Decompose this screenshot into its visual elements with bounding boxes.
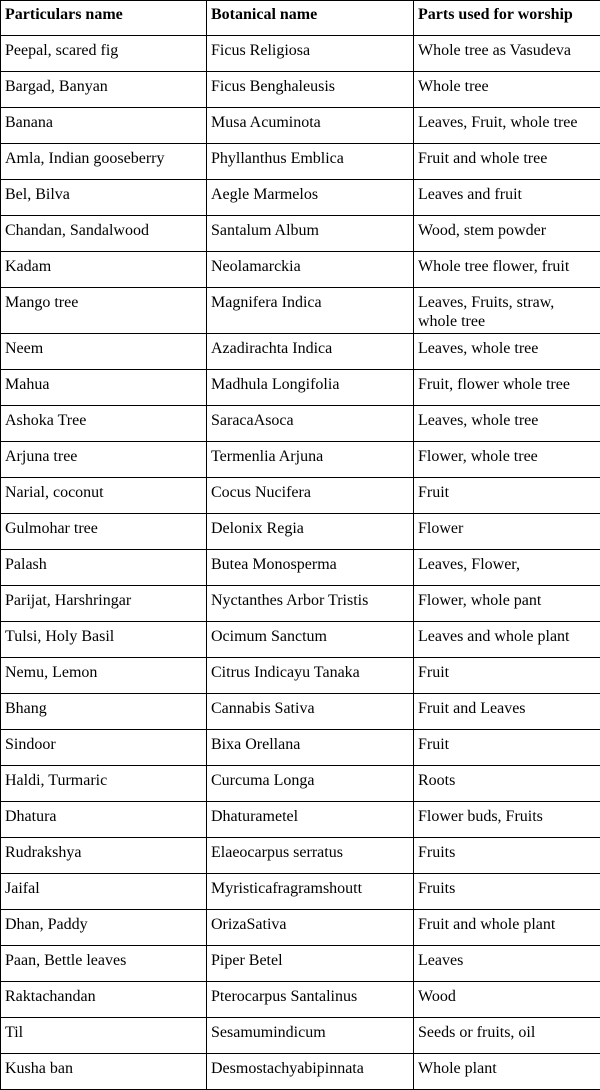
cell-botanical-name: Cannabis Sativa [207,694,414,730]
cell-parts-used: Seeds or fruits, oil [414,1018,600,1054]
cell-botanical-name: Azadirachta Indica [207,334,414,370]
cell-parts-used: Leaves, Flower, [414,550,600,586]
cell-parts-used: Fruit, flower whole tree [414,370,600,406]
cell-parts-used: Fruit and whole plant [414,910,600,946]
cell-botanical-name: Aegle Marmelos [207,180,414,216]
cell-particulars-name: Parijat, Harshringar [1,586,207,622]
cell-parts-used: Whole tree flower, fruit [414,252,600,288]
cell-particulars-name: Bargad, Banyan [1,72,207,108]
cell-botanical-name: Citrus Indicayu Tanaka [207,658,414,694]
cell-parts-used: Fruits [414,838,600,874]
cell-parts-used: Whole tree [414,72,600,108]
cell-particulars-name: Chandan, Sandalwood [1,216,207,252]
cell-parts-used: Wood, stem powder [414,216,600,252]
cell-particulars-name: Mango tree [1,288,207,334]
cell-parts-used: Whole tree as Vasudeva [414,36,600,72]
cell-particulars-name: Sindoor [1,730,207,766]
cell-botanical-name: Bixa Orellana [207,730,414,766]
cell-particulars-name: Mahua [1,370,207,406]
cell-parts-used: Fruit and whole tree [414,144,600,180]
cell-parts-used: Leaves and whole plant [414,622,600,658]
cell-particulars-name: Haldi, Turmaric [1,766,207,802]
table-row [1,802,600,838]
table-row [1,180,600,216]
table-row [1,144,600,180]
table-row [1,586,600,622]
table-row [1,216,600,252]
cell-botanical-name: Ocimum Sanctum [207,622,414,658]
table-row [1,946,600,982]
cell-botanical-name: Ficus Religiosa [207,36,414,72]
table-row [1,370,600,406]
cell-particulars-name: Gulmohar tree [1,514,207,550]
table-row [1,658,600,694]
cell-particulars-name: Tulsi, Holy Basil [1,622,207,658]
table-row [1,36,600,72]
cell-particulars-name: Paan, Bettle leaves [1,946,207,982]
header-particulars-name: Particulars name [1,1,207,36]
cell-parts-used: Whole plant [414,1054,600,1090]
cell-botanical-name: Magnifera Indica [207,288,414,334]
table-row [1,874,600,910]
table-row [1,442,600,478]
header-parts-used: Parts used for worship [414,1,600,36]
cell-particulars-name: Rudrakshya [1,838,207,874]
table-row [1,288,600,334]
cell-parts-used: Flower [414,514,600,550]
cell-botanical-name: SaracaAsoca [207,406,414,442]
cell-parts-used: Leaves, Fruits, straw, whole tree [414,288,600,334]
table-row [1,622,600,658]
table-row [1,108,600,144]
cell-particulars-name: Dhan, Paddy [1,910,207,946]
table-row [1,252,600,288]
cell-particulars-name: Palash [1,550,207,586]
cell-botanical-name: Musa Acuminota [207,108,414,144]
table-row [1,334,600,370]
cell-parts-used: Fruit and Leaves [414,694,600,730]
table-row [1,730,600,766]
cell-particulars-name: Kusha ban [1,1054,207,1090]
cell-botanical-name: Desmostachyabipinnata [207,1054,414,1090]
cell-botanical-name: Butea Monosperma [207,550,414,586]
header-botanical-name: Botanical name [207,1,414,36]
cell-botanical-name: Cocus Nucifera [207,478,414,514]
cell-particulars-name: Bhang [1,694,207,730]
table-row [1,838,600,874]
cell-parts-used: Wood [414,982,600,1018]
cell-botanical-name: Curcuma Longa [207,766,414,802]
cell-botanical-name: Santalum Album [207,216,414,252]
cell-botanical-name: Nyctanthes Arbor Tristis [207,586,414,622]
cell-parts-used: Leaves, whole tree [414,334,600,370]
cell-botanical-name: Delonix Regia [207,514,414,550]
cell-parts-used: Roots [414,766,600,802]
cell-particulars-name: Peepal, scared fig [1,36,207,72]
cell-botanical-name: Ficus Benghaleusis [207,72,414,108]
cell-botanical-name: Madhula Longifolia [207,370,414,406]
cell-particulars-name: Banana [1,108,207,144]
cell-particulars-name: Jaifal [1,874,207,910]
cell-particulars-name: Arjuna tree [1,442,207,478]
cell-botanical-name: Pterocarpus Santalinus [207,982,414,1018]
table-row [1,910,600,946]
table-row [1,982,600,1018]
table-row [1,406,600,442]
cell-particulars-name: Narial, coconut [1,478,207,514]
cell-parts-used: Fruits [414,874,600,910]
cell-particulars-name: Nemu, Lemon [1,658,207,694]
cell-parts-used: Leaves, Fruit, whole tree [414,108,600,144]
cell-particulars-name: Amla, Indian gooseberry [1,144,207,180]
table-row [1,694,600,730]
cell-particulars-name: Ashoka Tree [1,406,207,442]
cell-botanical-name: Phyllanthus Emblica [207,144,414,180]
cell-parts-used: Leaves, whole tree [414,406,600,442]
cell-botanical-name: Sesamumindicum [207,1018,414,1054]
table-row [1,550,600,586]
header-row [1,1,600,36]
cell-parts-used: Flower, whole tree [414,442,600,478]
cell-particulars-name: Kadam [1,252,207,288]
cell-parts-used: Flower, whole pant [414,586,600,622]
cell-particulars-name: Dhatura [1,802,207,838]
table-row [1,1018,600,1054]
cell-particulars-name: Raktachandan [1,982,207,1018]
table-row [1,514,600,550]
table-row [1,478,600,514]
cell-particulars-name: Til [1,1018,207,1054]
cell-botanical-name: OrizaSativa [207,910,414,946]
cell-parts-used: Fruit [414,658,600,694]
cell-botanical-name: Myristicafragramshoutt [207,874,414,910]
cell-parts-used: Fruit [414,478,600,514]
cell-botanical-name: Termenlia Arjuna [207,442,414,478]
cell-parts-used: Leaves and fruit [414,180,600,216]
cell-botanical-name: Neolamarckia [207,252,414,288]
table-row [1,72,600,108]
cell-botanical-name: Piper Betel [207,946,414,982]
table-row [1,766,600,802]
cell-botanical-name: Dhaturametel [207,802,414,838]
cell-parts-used: Leaves [414,946,600,982]
cell-particulars-name: Bel, Bilva [1,180,207,216]
table-row [1,1054,600,1090]
cell-botanical-name: Elaeocarpus serratus [207,838,414,874]
cell-parts-used: Flower buds, Fruits [414,802,600,838]
cell-particulars-name: Neem [1,334,207,370]
cell-parts-used: Fruit [414,730,600,766]
